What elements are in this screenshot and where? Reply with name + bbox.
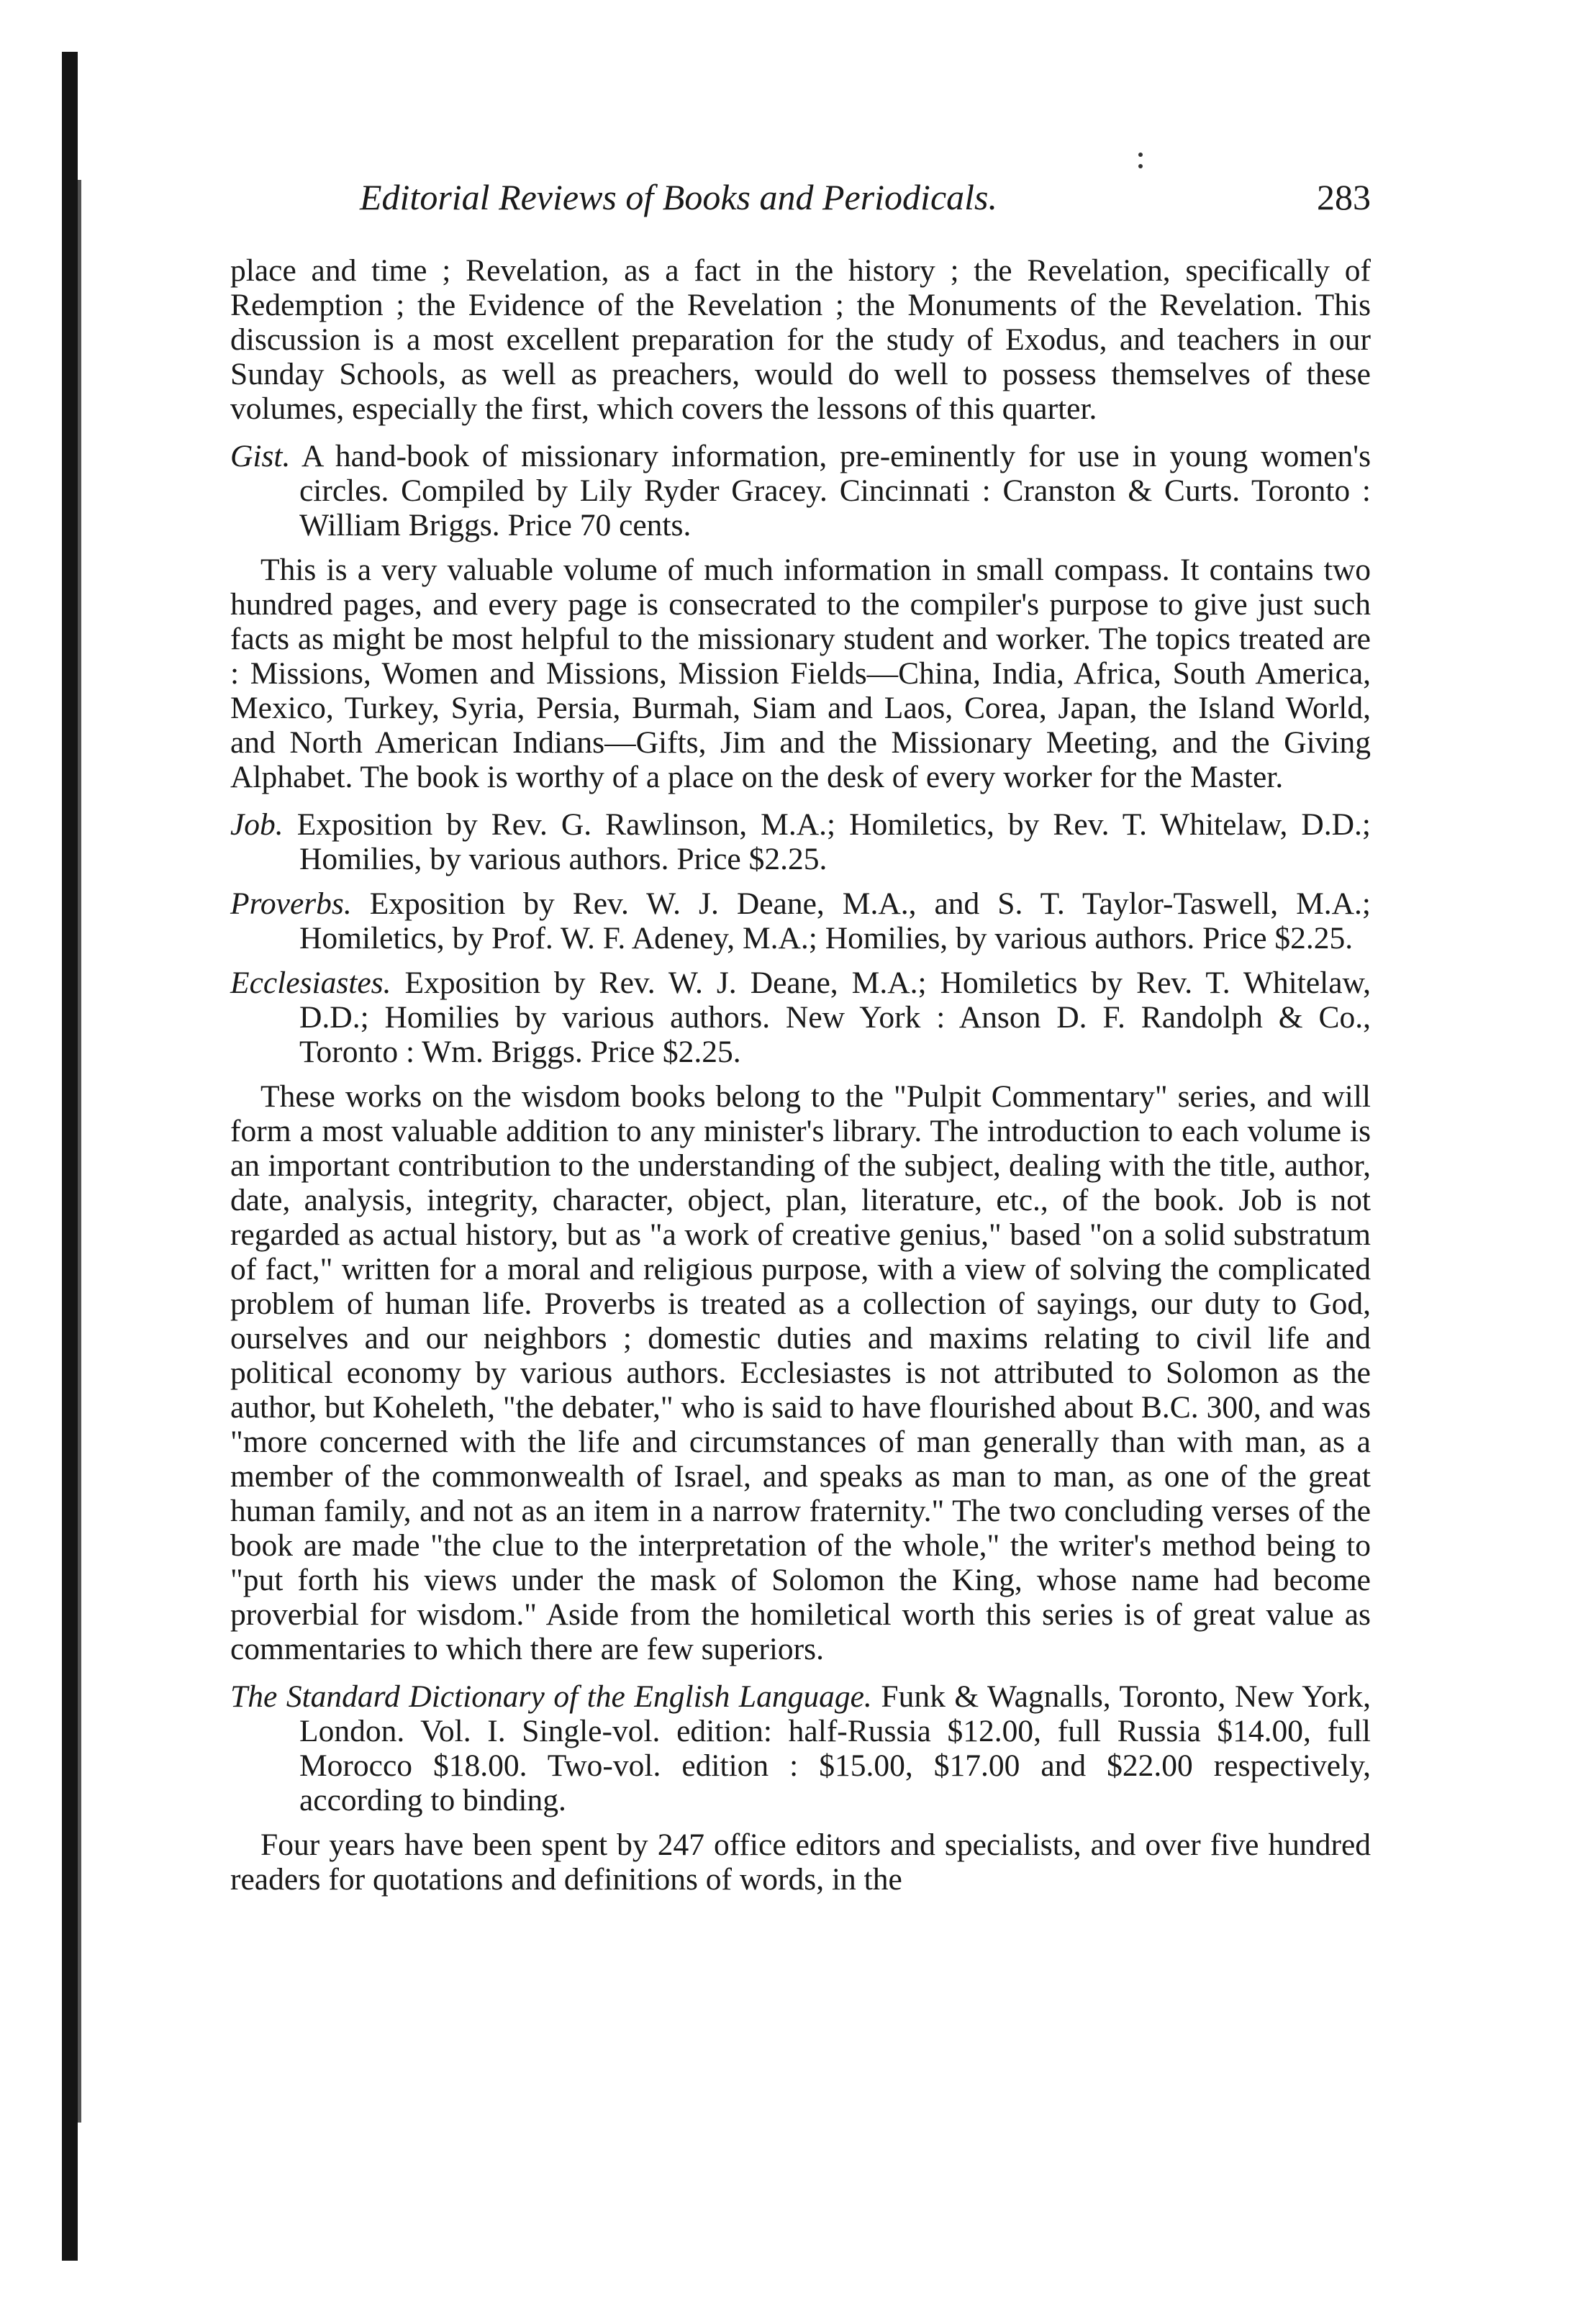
book-entry-ecclesiastes: [230, 966, 1371, 1069]
book-details: A hand-book of missionary information, pre-eminently for use in young women's circles. Compiled by Lily Ryder Gracey. Cincinnati : Cranston & Curts. Toronto : William Briggs. Price 70 cents.: [299, 439, 1371, 543]
page-body: [230, 177, 1371, 1910]
review-paragraph: These works on the wisdom books belong to the "Pulpit Commentary" series, and will form a most valuable addition to any minister's library. The introduction to each volume is an important contribution to the understanding of the subject, dealing with the title, author, date, analysis, integrity, character, object, plan, literature, etc., of the book. Job is not regarded as actual history, but as "a work of creative genius," based "on a solid substratum of fact," written for a moral and religious purpose, with a view of solving the complicated problem of human life. Proverbs is treated as a collection of sayings, our duty to God, ourselves and our neighbors ; domestic duties and maxims relating to civil life and political economy by various authors. Ecclesiastes is not attributed to Solomon as the author, but Koheleth, "the debater," who is said to have flourished about B.C. 300, and was "more concerned with the life and circumstances of man generally than with man, as a member of the commonwealth of Israel, and speaks as man to man, as one of the great human family, and not as an item in a narrow fraternity." The two concluding verses of the book are made "the clue to the interpretation of the whole," the writer's method being to "put forth his views under the mask of Solomon the King, whose name had become proverbial for wisdom." Aside from the homiletical worth this series is of great value as commentaries to which there are few superiors.: [230, 1079, 1371, 1666]
book-title: Ecclesiastes.: [230, 966, 391, 1000]
running-header: [230, 177, 1371, 237]
page-binding-edge: [62, 52, 78, 2261]
book-details: Exposition by Rev. W. J. Deane, M.A.; Homiletics by Rev. T. Whitelaw, D.D.; Homilies by various authors. New York : Anson D. F. Randolph & Co., Toronto : Wm. Briggs. Price $2.25.: [299, 966, 1371, 1069]
review-paragraph: Four years have been spent by 247 office editors and specialists, and over five hundred readers for quotations and definitions of words, in the: [230, 1828, 1371, 1897]
page-binding-shadow: [78, 180, 81, 2123]
book-details: Exposition by Rev. G. Rawlinson, M.A.; Homiletics, by Rev. T. Whitelaw, D.D.; Homilies, by various authors. Price $2.25.: [296, 807, 1371, 876]
book-title: The Standard Dictionary of the English Language.: [230, 1679, 872, 1714]
page-number: 283: [1317, 177, 1371, 217]
book-title: Gist.: [230, 439, 291, 473]
book-details: Exposition by Rev. W. J. Deane, M.A., and S. T. Taylor-Taswell, M.A.; Homiletics, by Prof. W. F. Adeney, M.A.; Homilies, by various authors. Price $2.25.: [299, 886, 1371, 956]
book-title: Job.: [230, 807, 284, 842]
book-entry-job: [230, 807, 1371, 876]
book-entry-gist: [230, 439, 1371, 543]
print-speck: [1138, 164, 1143, 168]
paragraph-continued: place and time ; Revelation, as a fact in the history ; the Revelation, specifically of Redemption ; the Evidence of the Revelation ; the Monuments of the Revelation. This discussion is a most excellent preparation for the study of Exodus, and teachers in our Sunday Schools, as well as preachers, would do well to possess themselves of these volumes, especially the first, which covers the lessons of this quarter.: [230, 253, 1371, 426]
book-title: Proverbs.: [230, 886, 352, 921]
book-details: Funk & Wagnalls, Toronto, New York, London. Vol. I. Single-vol. edition: half-Russia $12.00, full Russia $14.00, full Morocco $18.00. Two-vol. edition : $15.00, $17.00 and $22.00 respectively, according to binding.: [299, 1679, 1371, 1817]
book-entry-dictionary: [230, 1679, 1371, 1817]
running-title: Editorial Reviews of Books and Periodicals.: [360, 177, 997, 217]
book-entry-proverbs: [230, 886, 1371, 956]
review-paragraph: This is a very valuable volume of much information in small compass. It contains two hundred pages, and every page is consecrated to the compiler's purpose to give just such facts as might be most helpful to the missionary student and worker. The topics treated are : Missions, Women and Missions, Mission Fields—China, India, Africa, South America, Mexico, Turkey, Syria, Persia, Burmah, Siam and Laos, Corea, Japan, the Island World, and North American Indians—Gifts, Jim and the Missionary Meeting, and the Giving Alphabet. The book is worthy of a place on the desk of every worker for the Master.: [230, 553, 1371, 794]
print-speck: [1138, 153, 1143, 157]
